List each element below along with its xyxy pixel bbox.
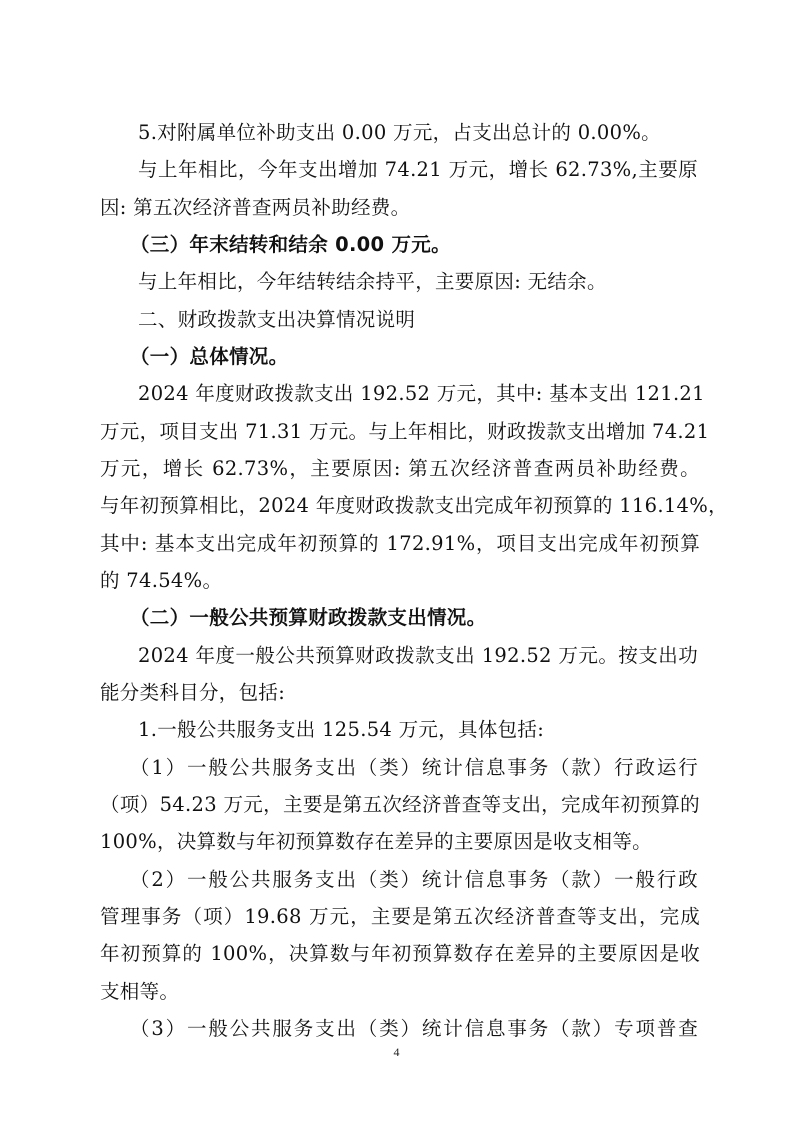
paragraph-line: 100%，决算数与年初预算数存在差异的主要原因是收支相等。	[100, 830, 652, 853]
paragraph-line: 管理事务（项）19.68 万元，主要是第五次经济普查等支出，完成	[100, 905, 700, 928]
paragraph-line: 2024 年度一般公共预算财政拨款支出 192.52 万元。按支出功	[138, 644, 698, 667]
paragraph-line: 2024 年度财政拨款支出 192.52 万元，其中: 基本支出 121.21	[138, 382, 705, 405]
section-heading: 二、财政拨款支出决算情况说明	[138, 308, 416, 331]
paragraph-line: 年初预算的 100%，决算数与年初预算数存在差异的主要原因是收	[100, 942, 700, 965]
section-heading: （一）总体情况。	[130, 345, 289, 368]
paragraph-line: 其中: 基本支出完成年初预算的 172.91%，项目支出完成年初预算	[100, 532, 700, 555]
section-heading: （三）年末结转和结余 0.00 万元。	[130, 233, 451, 256]
section-heading: （二）一般公共预算财政拨款支出情况。	[130, 606, 487, 629]
paragraph-line: 1.一般公共服务支出 125.54 万元，具体包括:	[138, 718, 545, 741]
paragraph-line: 与上年相比，今年支出增加 74.21 万元，增长 62.73%,主要原	[138, 158, 698, 181]
page-number: 4	[393, 1045, 400, 1059]
paragraph-line: 与上年相比，今年结转结余持平，主要原因: 无结余。	[138, 270, 607, 293]
paragraph-line: （项）54.23 万元，主要是第五次经济普查等支出，完成年初预算的	[100, 793, 700, 816]
paragraph-line: 支相等。	[100, 980, 180, 1003]
paragraph-line: 因: 第五次经济普查两员补助经费。	[100, 196, 411, 219]
paragraph-line: 5.对附属单位补助支出 0.00 万元，占支出总计的 0.00%。	[138, 121, 661, 144]
paragraph-line: （1）一般公共服务支出（类）统计信息事务（款）行政运行	[130, 756, 698, 779]
paragraph-line: （3）一般公共服务支出（类）统计信息事务（款）专项普查	[130, 1017, 698, 1040]
paragraph-line: 能分类科目分，包括:	[100, 681, 286, 704]
paragraph-line: 万元，增长 62.73%，主要原因: 第五次经济普查两员补助经费。	[100, 457, 700, 480]
paragraph-line: 与年初预算相比，2024 年度财政拨款支出完成年初预算的 116.14%，	[100, 494, 728, 517]
paragraph-line: 万元，项目支出 71.31 万元。与上年相比，财政拨款支出增加 74.21	[100, 420, 710, 443]
paragraph-line: （2）一般公共服务支出（类）统计信息事务（款）一般行政	[130, 868, 698, 891]
paragraph-line: 的 74.54%。	[100, 569, 223, 592]
